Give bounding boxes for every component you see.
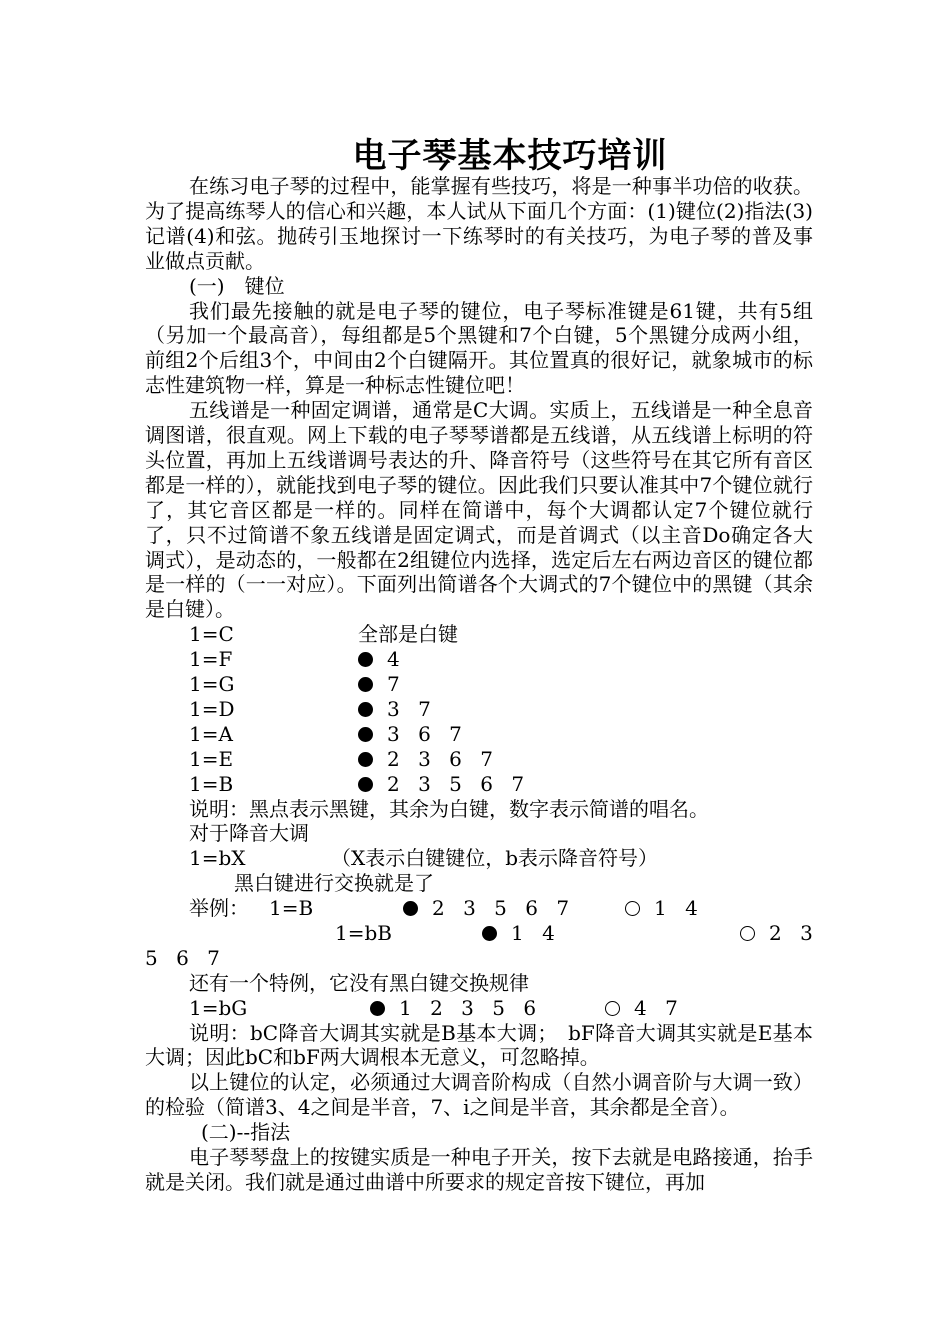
black-dot-icon xyxy=(358,777,373,792)
example-white-notes: 4 7 xyxy=(634,995,684,1020)
flat-key-note: （X表示白键键位，b表示降音符号） xyxy=(331,846,659,871)
paragraph-fingering: 电子琴琴盘上的按键实质是一种电子开关，按下去就是电路接通，抬手就是关闭。我们就是通过曲谱中所要求的规定音按下键位，再加 xyxy=(145,1145,813,1194)
black-dot-icon xyxy=(358,652,373,667)
key-notes: 2 3 5 6 7 xyxy=(387,771,531,796)
black-dot-icon xyxy=(358,752,373,767)
intro-paragraph: 在练习电子琴的过程中，能掌握有些技巧，将是一种事半功倍的收获。为了提高练琴人的信心和兴趣，本人试从下面几个方面：(1)键位(2)指法(3)记谱(4)和弦。抛砖引玉地探讨一下练琴时的有关技巧，为电子琴的普及事业做点贡献。 xyxy=(145,174,813,273)
flat-key: 1=bX xyxy=(189,846,246,871)
key-notes: 3 6 7 xyxy=(387,721,468,746)
key-name: 1=E xyxy=(189,746,234,771)
example-label: 举例： xyxy=(189,896,249,921)
black-dot-icon xyxy=(358,677,373,692)
example-key: 1=B xyxy=(269,896,314,921)
key-name: 1=D xyxy=(189,696,235,721)
black-dot-icon xyxy=(358,727,373,742)
white-circle-icon xyxy=(605,1001,620,1016)
example-key: 1=bG xyxy=(189,995,248,1020)
key-table xyxy=(145,622,813,796)
key-notes: 3 7 xyxy=(387,696,437,721)
key-row xyxy=(145,672,813,697)
flat-heading: 对于降音大调 xyxy=(189,821,309,846)
paragraph-scale-check: 以上键位的认定，必须通过大调音阶构成（自然小调音阶与大调一致）的检验（简谱3、4之间是半音，7、i之间是半音，其余都是全音）。 xyxy=(145,1070,813,1120)
key-notes: 7 xyxy=(387,672,406,697)
page-title: 电子琴基本技巧培训 xyxy=(352,136,668,176)
example-key: 1=bB xyxy=(335,920,392,945)
black-dot-icon xyxy=(403,901,418,916)
paragraph-keyboard: 我们最先接触的就是电子琴的键位，电子琴标准键是61键，共有5组（另加一个最高音），每组都是5个黑键和7个白键，5个黑键分成两小组，前组2个后组3个，中间由2个白键隔开。其位置真的很好记，就象城市的标志性建筑物一样，算是一种标志性键位吧！ xyxy=(145,298,813,398)
note-flat-keys: 说明：bC降音大调其实就是B基本大调； bF降音大调其实就是E基本大调；因此bC和bF两大调根本无意义，可忽略掉。 xyxy=(145,1020,813,1070)
key-notes: 4 xyxy=(387,647,406,672)
note-black-dot: 说明：黑点表示黑键，其余为白键，数字表示简谱的唱名。 xyxy=(189,796,709,821)
key-name: 1=A xyxy=(189,721,233,746)
black-dot-icon xyxy=(358,702,373,717)
key-row xyxy=(145,622,813,647)
key-row xyxy=(145,772,813,797)
key-name: 1=C xyxy=(189,622,234,647)
key-row xyxy=(145,747,813,772)
example-white-notes: 2 3 xyxy=(769,920,819,945)
paragraph-staff: 五线谱是一种固定调谱，通常是C大调。实质上，五线谱是一种全息音调图谱，很直观。网上下载的电子琴琴谱都是五线谱，从五线谱上标明的符头位置，再加上五线谱调号表达的升、降音符号（这些符号在其它所有音区都是一样的），就能找到电子琴的键位。因此我们只要认准其中7个键位就行了，其它音区都是一样的。同样在简谱中，每个大调都认定7个键位就行了，只不过简谱不象五线谱是固定调式，而是首调式（以主音Do确定各大调式），是动态的，一般都在2组键位内选择，选定后左右两边音区的键位都是一样的（一一对应）。下面列出简谱各个大调式的7个键位中的黑键（其余是白键）。 xyxy=(145,398,813,622)
swap-line: 黑白键进行交换就是了 xyxy=(234,871,434,896)
section-heading-keys: (一) 键位 xyxy=(189,273,285,298)
key-row xyxy=(145,722,813,747)
key-name: 1=B xyxy=(189,771,234,796)
special-case-line: 还有一个特例，它没有黑白键交换规律 xyxy=(189,970,529,995)
document-body xyxy=(145,174,819,1195)
key-name: 1=F xyxy=(189,647,233,672)
key-name: 1=G xyxy=(189,672,235,697)
example-white-notes-continued: 5 6 7 xyxy=(145,945,226,970)
flat-key-row xyxy=(145,846,813,871)
white-circle-icon xyxy=(625,901,640,916)
example-row-3 xyxy=(145,996,813,1021)
black-dot-icon xyxy=(370,1001,385,1016)
key-row xyxy=(145,647,813,672)
section-heading-fingering: (二)--指法 xyxy=(201,1120,291,1145)
example-black-notes: 2 3 5 6 7 xyxy=(432,896,576,921)
white-circle-icon xyxy=(740,926,755,941)
example-black-notes: 1 4 xyxy=(511,920,561,945)
key-notes: 2 3 6 7 xyxy=(387,746,499,771)
example-row-2 xyxy=(145,920,819,946)
key-row xyxy=(145,697,813,722)
example-white-notes: 1 4 xyxy=(654,896,704,921)
black-dot-icon xyxy=(482,926,497,941)
example-row-1 xyxy=(145,896,813,921)
key-notes: 全部是白键 xyxy=(358,622,458,647)
example-black-notes: 1 2 3 5 6 xyxy=(399,995,543,1020)
